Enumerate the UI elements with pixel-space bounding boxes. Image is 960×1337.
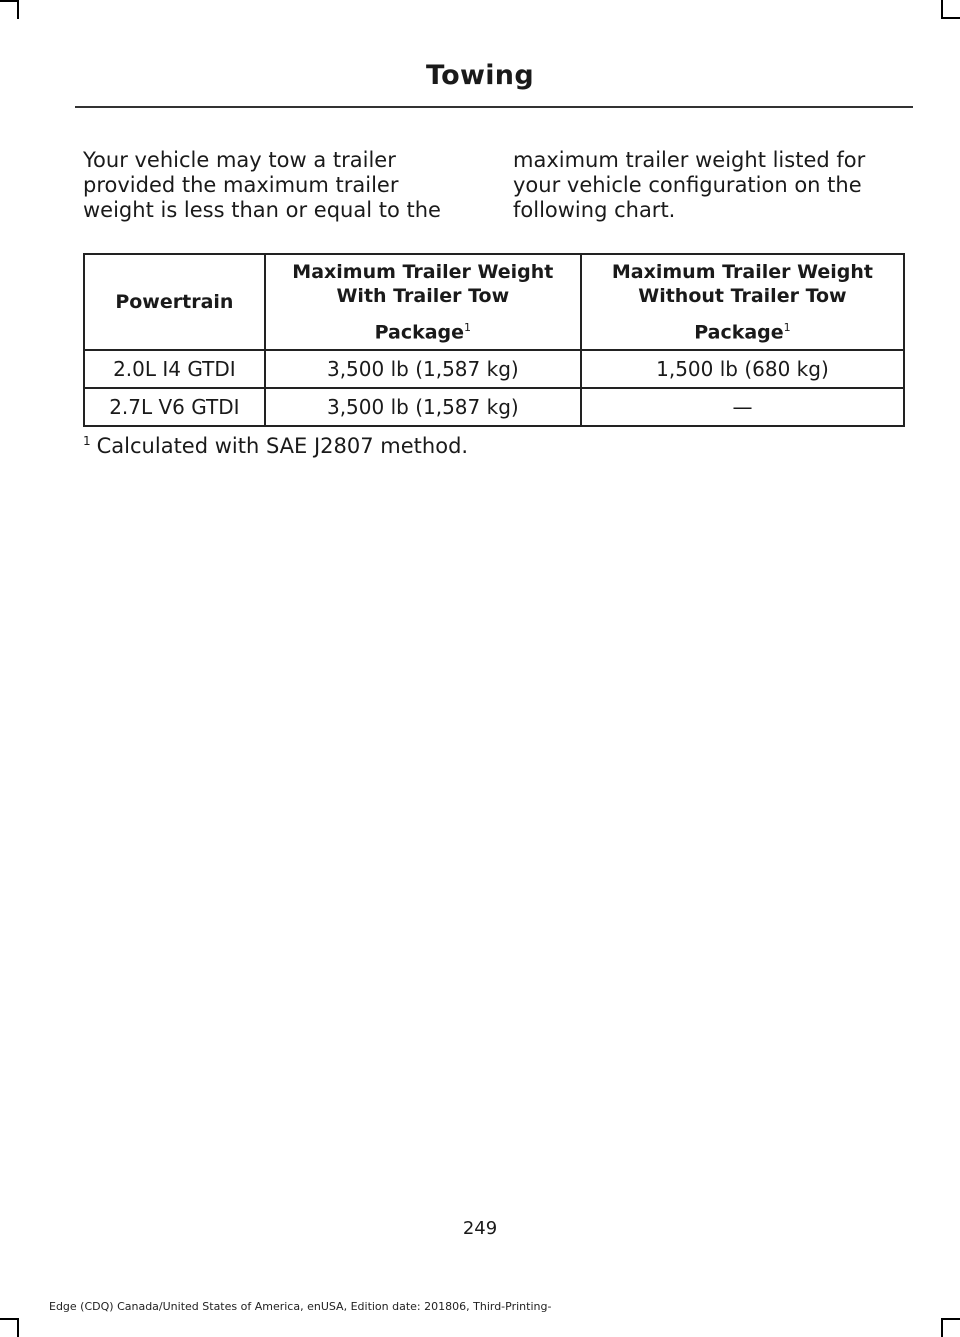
cell-powertrain: 2.7L V6 GTDI <box>84 388 265 426</box>
table-row <box>84 388 904 426</box>
crop-mark <box>17 1318 19 1337</box>
footnote-ref: 1 <box>783 320 791 334</box>
header-without-package-label: Package <box>694 321 784 344</box>
footnote <box>83 434 468 458</box>
crop-mark <box>941 1318 943 1337</box>
footnote-marker: 1 <box>83 434 91 448</box>
header-without-tow-package-word <box>586 316 899 344</box>
cell-with-package: 3,500 lb (1,587 kg) <box>265 350 581 388</box>
towing-capacity-table <box>83 253 905 427</box>
intro-text <box>83 148 905 223</box>
footnote-text: Calculated with SAE J2807 method. <box>96 434 469 458</box>
page-number: 249 <box>462 1218 498 1239</box>
cell-without-package: 1,500 lb (680 kg) <box>581 350 904 388</box>
cell-powertrain: 2.0L I4 GTDI <box>84 350 265 388</box>
cell-without-package: — <box>581 388 904 426</box>
cell-with-package: 3,500 lb (1,587 kg) <box>265 388 581 426</box>
intro-column-left: Your vehicle may tow a trailer provided the maximum trailer weight is less than or equal to the <box>83 148 441 222</box>
intro-column-right: maximum trailer weight listed for your vehicle configuration on the following chart. <box>513 148 866 222</box>
crop-mark <box>17 0 19 19</box>
edition-footer: Edge (CDQ) Canada/United States of America, enUSA, Edition date: 201806, Third-Printing- <box>49 1300 552 1313</box>
page-title: Towing <box>426 60 534 91</box>
crop-mark <box>941 1318 960 1320</box>
header-powertrain-label: Powertrain <box>115 291 234 313</box>
table-row <box>84 350 904 388</box>
header-with-tow-package-word <box>270 316 576 344</box>
title-divider <box>75 106 913 108</box>
footnote-ref: 1 <box>464 320 472 334</box>
crop-mark <box>941 17 960 19</box>
table-header-row <box>84 254 904 350</box>
header-with-tow-text: Maximum Trailer Weight With Trailer Tow <box>292 260 554 307</box>
header-without-tow-text: Maximum Trailer Weight Without Trailer Tow <box>611 260 873 307</box>
header-with-tow-package <box>265 254 581 350</box>
header-without-tow-package <box>581 254 904 350</box>
header-with-package-label: Package <box>374 321 465 344</box>
header-powertrain <box>84 254 265 350</box>
